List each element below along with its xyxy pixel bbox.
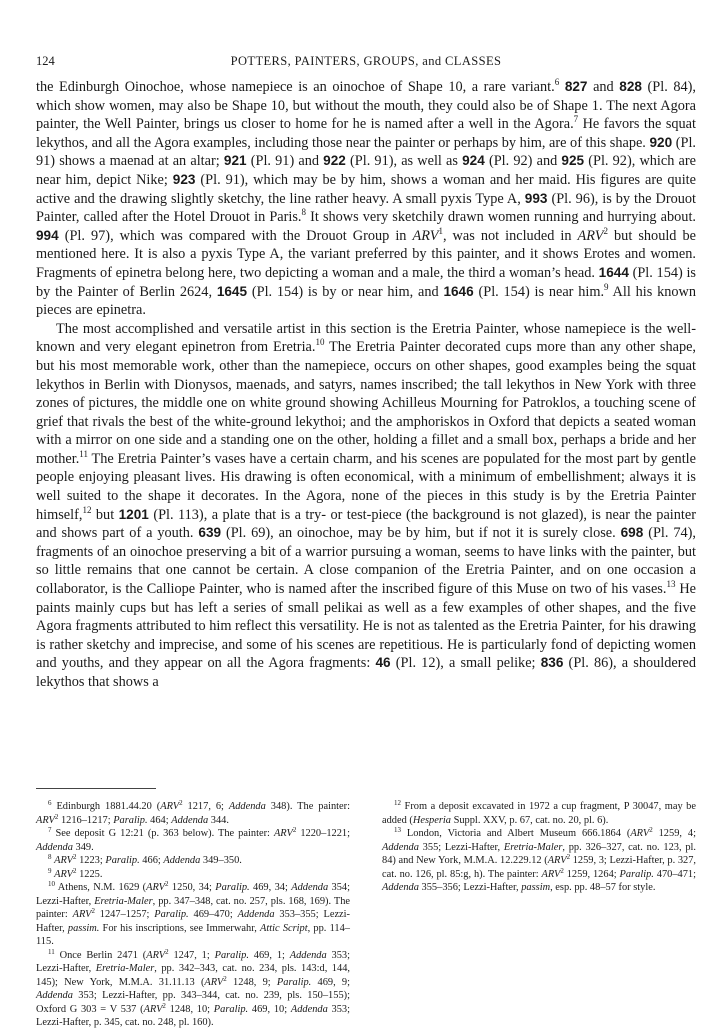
footnotes-left-column — [36, 800, 350, 1030]
footnote-13: $^{13}$ London, Victoria and Albert Museum 666.1864 (ARV$^2$ 1259, 4; Addenda 355; Lezzi-Hafter, Eretria-Maler, pp. 326–327, cat. no. 123, pl. 84) and New York, M.M.A. 12.229.12 (ARV$^2$ 1259, 3; Lezzi-Hafter, p. 327, cat. no. 126, pl. 85:g, h). The painter: ARV$^2$ 1259, 1264; Paralip. 470–471; Addenda 355–356; Lezzi-Hafter, passim, esp. pp. 48–57 for style. — [382, 826, 697, 893]
footnote-10: $^{10}$ Athens, N.M. 1629 (ARV$^2$ 1250, 34; Paralip. 469, 34; Addenda 354; Lezzi-Hafter, Eretria-Maler, pp. 347–348, cat. no. 257, pls. 168, 169). The painter: ARV$^2$ 1247–1257; Paralip. 469–470; Addenda 353–355; Lezzi-Hafter, passim. For his inscriptions, see Immerwahr, Attic Script, pp. 114–115. — [36, 880, 351, 947]
running-head: POTTERS, PAINTERS, GROUPS, and CLASSES — [230, 54, 502, 68]
footnote-6: $^6$ Edinburgh 1881.44.20 (ARV$^2$ 1217, 6; Addenda 348). The painter: ARV$^2$ 1216–1217; Paralip. 464; Addenda 344. — [36, 799, 350, 826]
page-header — [36, 54, 696, 74]
footnote-8: $^8$ ARV$^2$ 1223; Paralip. 466; Addenda 349–350. — [48, 853, 242, 866]
body-text — [36, 78, 696, 692]
body-paragraph-1: the Edinburgh Oinochoe, whose namepiece is an oinochoe of Shape 10, a rare variant.$^6$ 827 and 828 (Pl. 84), which show women, may also be Shape 10, but without the mouth, they could also be of Shape 1. The next Agora painter, the Well Painter, brings us closer to home for he is named after a well in the Agora.$^7$ He favors the squat lekythos, and all the Agora examples, including those near the painter or perhaps by him, are of this shape. 920 (Pl. 91) shows a maenad at an altar; 921 (Pl. 91) and 922 (Pl. 91), as well as 924 (Pl. 92) and 925 (Pl. 92), which are near him, depict Nike; 923 (Pl. 91), which may be by him, shows a woman and her maid. His figures are quite active and the drawing slightly sketchy, the line rather heavy. A small pyxis Type A, 993 (Pl. 96), is by the Drouot Painter, called after the Hotel Drouot in Paris.$^8$ It shows very sketchily drawn women running and hurrying about. 994 (Pl. 97), which was compared with the Drouot Group in ARV$^1$, was not included in ARV$^2$ but should be mentioned here. It is also a pyxis Type A, the variant preferred by this painter, and it shows Erotes and women. Fragments of epinetra belong here, two depicting a woman and a male, the third a woman’s head. 1644 (Pl. 154) is by the Painter of Berlin 2624, 1645 (Pl. 154) is by or near him, and 1646 (Pl. 154) is near him.$^9$ All his known pieces are epinetra. — [36, 77, 696, 319]
page-number: 124 — [36, 54, 55, 68]
body-paragraph-2: The most accomplished and versatile artist in this section is the Eretria Painter, whose namepiece is the well-known and very elegant epinetron from Eretria.$^{10}$ The Eretria Painter decorated cups more than any other shape, but his most memorable work, other than the namepiece, occurs on other shapes, good examples being the squat lekythos in Berlin with Dionysos, maenads, and satyrs, names inscribed; the tall lekythos in New York with three zones of pictures, the middle one on white ground showing Achilleus Mourning for Patroklos, a touching scene of grief that rivals the best of the white-ground lekythoi; and the amphoriskos in Oxford that depicts a seated woman with a mirror on one side and a standing one on the other, holding a fillet and a small box, perhaps a bride and her mother.$^{11}$ The Eretria Painter’s vases have a certain charm, and his scenes are populated for the most part by gentle people enjoying pleasant lives. His drawing is often economical, with a minimum of embellishment; always it is well suited to the shape it decorates. In the Agora, none of the pieces in this study is by the Eretria Painter himself,$^{12}$ but 1201 (Pl. 113), a plate that is a try- or test-piece (the background is not glazed), is near the painter and shows part of a youth. 639 (Pl. 69), an oinochoe, may be by him, but if not it is surely close. 698 (Pl. 74), fragments of an oinochoe preserving a bit of a warrior pursuing a woman, seems to have links with the painter, but so little remains that one cannot be certain. A close companion of the Eretria Painter, and on one occasion a collaborator, is the Calliope Painter, who is named after the inscribed figure of this Muse on two of his vases.$^{13}$ He paints mainly cups but has left a series of small pelikai as well as a few examples of other shapes, and the five Agora fragments attributed to him reflect this versatility. He is not as talented as the Eretria Painter, for his drawing is rather sketchy and imprecise, and some of his scenes are repetitious. He is particularly fond of depicting women and youths, and they appear on all the Agora fragments: 46 (Pl. 12), a small pelike; 836 (Pl. 86), a shouldered lekythos that shows a — [36, 320, 697, 690]
footnote-9: $^9$ ARV$^2$ 1225. — [48, 866, 103, 880]
footnote-rule — [36, 788, 156, 789]
footnotes-right-column — [382, 800, 696, 895]
footnote-11: $^{11}$ Once Berlin 2471 (ARV$^2$ 1247, 1; Paralip. 469, 1; Addenda 353; Lezzi-Hafter, Eretria-Maler, pp. 342–343, cat. no. 234, pls. 143:d, 144, 145); New York, M.M.A. 31.11.13 (ARV$^2$ 1248, 9; Paralip. 469, 9; Addenda 353; Lezzi-Hafter, pp. 343–344, cat. no. 239, pls. 150–155); Oxford G 303 = V 537 (ARV$^2$ 1248, 10; Paralip. 469, 10; Addenda 353; Lezzi-Hafter, p. 345, cat. no. 248, pl. 160). — [36, 947, 350, 1028]
footnote-7: $^7$ See deposit G 12:21 (p. 363 below). The painter: ARV$^2$ 1220–1221; Addenda 349. — [36, 826, 350, 853]
footnote-12: $^{12}$ From a deposit excavated in 1972 a cup fragment, P 30047, may be added (Hesperia Suppl. XXV, p. 67, cat. no. 20, pl. 6). — [382, 799, 696, 826]
